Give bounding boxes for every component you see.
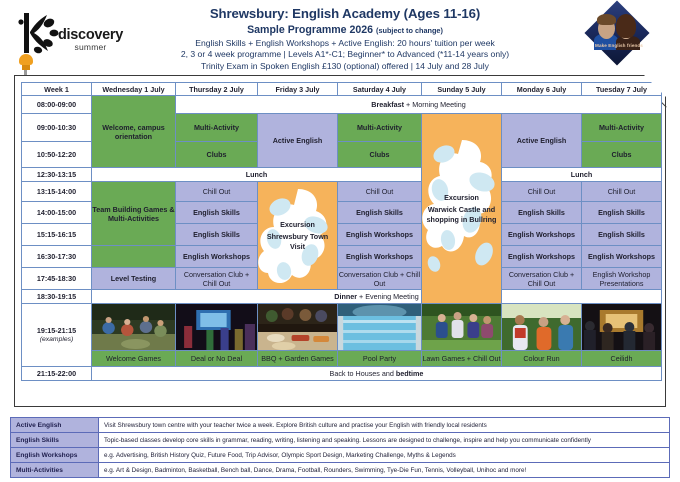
make-english-friends-badge (588, 6, 650, 68)
cell-mon-active-english: Active English (502, 114, 582, 168)
cell-thu-clubs: Clubs (176, 142, 258, 168)
evening-label-6: Colour Run (502, 351, 582, 367)
col-head-fri: Friday 3 July (258, 83, 338, 96)
cell-sat-chill-out: Chill Out (338, 182, 422, 202)
cell-sat-english-skills-1: English Skills (338, 202, 422, 224)
cell-sun-excursion (422, 114, 502, 304)
cell-mon-english-workshops-2: English Workshops (502, 246, 582, 268)
evening-label-3: BBQ + Garden Games (258, 351, 338, 367)
legend-key-english-skills: English Skills (11, 433, 99, 448)
bedtime-pre: Back to Houses and (329, 369, 396, 378)
cell-tue-workshop-presentations: English Workshop Presentations (582, 268, 662, 290)
legend-row (11, 463, 670, 478)
cell-tue-multi-activity: Multi-Activity (582, 114, 662, 142)
cell-bedtime (92, 367, 662, 381)
discovery-burst-icon (14, 10, 60, 56)
time-0800: 08:00-09:00 (22, 96, 92, 114)
cell-breakfast (176, 96, 662, 114)
breakfast-rest: + Morning Meeting (404, 100, 466, 109)
evening-photo-2 (176, 304, 258, 351)
subtitle-text: Sample Programme 2026 (247, 24, 374, 36)
bedtime-label: bedtime (395, 369, 424, 378)
legend-value-english-skills: Topic-based classes develop core skills in grammar, reading, writing, listening and speaking. Lessons are designed to challenge, inspire and help you communicate confidently (99, 433, 670, 448)
photo-colour-run-icon (502, 304, 581, 350)
table-row (22, 96, 662, 114)
time-0900: 09:00-10:30 (22, 114, 92, 142)
evening-label-7: Ceilidh (582, 351, 662, 367)
legend-value-multi-activities: e.g. Art & Design, Badminton, Basketball, Bench ball, Dance, Drama, Football, Rounders, Swimming, Tye-Die Fun, Tennis, Volleyball, Unihoc and more! (99, 463, 670, 478)
evening-label-5: Lawn Games + Chill Out (422, 351, 502, 367)
cell-mon-english-workshops-1: English Workshops (502, 224, 582, 246)
legend-value-active-english: Visit Shrewsbury town centre with your teacher twice a week. Explore British culture and practise your English with friendly local residents (99, 418, 670, 433)
page-title: Shrewsbury: English Academy (Ages 11-16) (209, 6, 481, 21)
time-2115: 21:15-22:00 (22, 367, 92, 381)
table-row (22, 290, 662, 304)
cell-tue-english-skills-2: English Skills (582, 224, 662, 246)
excursion-block-sun (422, 193, 501, 225)
excursion-label-fri: Excursion (280, 219, 315, 229)
legend-value-english-workshops: e.g. Advertising, British History Quiz, Future Food, Trip Advisor, Olympic Sport Design, Marketing Challenge, Myths & Legends (99, 448, 670, 463)
cell-wed-green-filler (92, 246, 176, 268)
col-head-sun: Sunday 5 July (422, 83, 502, 96)
page-subtitle (130, 23, 560, 38)
time-1230: 12:30-13:15 (22, 168, 92, 182)
time-1630: 16:30-17:30 (22, 246, 92, 268)
header-line-1: English Skills + English Workshops + Active English: 20 hours' tuition per week (195, 38, 495, 48)
cell-fri-excursion (258, 182, 338, 290)
cell-dinner (92, 290, 662, 304)
legend-key-english-workshops: English Workshops (11, 448, 99, 463)
cell-tue-english-skills-1: English Skills (582, 202, 662, 224)
time-1915-note: (examples) (39, 336, 74, 343)
evening-photo-3 (258, 304, 338, 351)
dinner-rest: + Evening Meeting (357, 292, 419, 301)
photo-deal-or-no-deal-icon (176, 304, 257, 350)
cell-welcome-orientation: Welcome, campus orientation (92, 96, 176, 168)
table-row (22, 246, 662, 268)
cell-thu-multi-activity: Multi-Activity (176, 114, 258, 142)
cell-sat-conversation-club: Conversation Club + Chill Out (338, 269, 421, 288)
legend-row (11, 418, 670, 433)
cell-thu-english-workshops: English Workshops (176, 246, 258, 268)
legend-key-multi-activities: Multi-Activities (11, 463, 99, 478)
header-line-2: 2, 3 or 4 week programme | Levels A1*-C1; Beginner* to Advanced (*11-14 years only) (180, 49, 510, 60)
table-row (22, 268, 662, 290)
evening-label-1: Welcome Games (92, 351, 176, 367)
cell-lunch-left (92, 168, 422, 182)
col-head-tue: Tuesday 7 July (582, 83, 662, 96)
legend (10, 417, 670, 478)
excursion-label-sun: Excursion (444, 192, 479, 202)
photo-bbq-garden-games-icon (258, 304, 337, 350)
timetable-sheet (14, 75, 666, 407)
lunch-label-left: Lunch (245, 170, 268, 179)
table-row-evening-labels (22, 351, 662, 367)
logo-word-discovery: discovery (58, 27, 124, 43)
timetable (21, 82, 662, 381)
col-head-thu: Thursday 2 July (176, 83, 258, 96)
cell-sat-multi-activity: Multi-Activity (338, 114, 422, 142)
cell-sat-english-workshops-1: English Workshops (338, 224, 422, 246)
evening-photo-7 (582, 304, 662, 351)
photo-lawn-games-chill-out-icon (422, 304, 501, 350)
logo-word-summer: summer (74, 42, 107, 52)
legend-key-active-english: Active English (11, 418, 99, 433)
col-head-mon: Monday 6 July (502, 83, 582, 96)
cell-team-building: Team Building Games & Multi-Activities (92, 182, 176, 246)
cell-sat-clubs: Clubs (338, 142, 422, 168)
cell-thu-english-skills-1: English Skills (176, 202, 258, 224)
time-1515: 15:15-16:15 (22, 224, 92, 246)
breakfast-label: Breakfast (371, 100, 405, 109)
cell-wed-level-testing: Level Testing (92, 268, 176, 290)
table-row (22, 168, 662, 182)
dinner-label: Dinner (334, 292, 358, 301)
cell-mon-english-skills-1: English Skills (502, 202, 582, 224)
lunch-label-right: Lunch (570, 170, 593, 179)
cell-thu-english-skills-2: English Skills (176, 224, 258, 246)
photo-welcome-games-icon (92, 304, 175, 350)
legend-row (11, 448, 670, 463)
evening-label-2: Deal or No Deal (176, 351, 258, 367)
photo-ceilidh-icon (582, 304, 661, 350)
page-header (0, 0, 680, 80)
cell-sat-english-workshops-2: English Workshops (338, 246, 422, 268)
subtitle-note: (subject to change) (376, 26, 443, 35)
cell-tue-chill-out: Chill Out (582, 182, 662, 202)
header-line-3: Trinity Exam in Spoken English £130 (optional) offered | 14 July and 28 July (201, 60, 489, 71)
badge-caption: Make English friends (595, 43, 643, 48)
cell-thu-chill-out: Chill Out (176, 182, 258, 202)
time-1915-label: 19:15-21:15 (36, 326, 77, 335)
legend-table (10, 417, 670, 478)
col-head-wed: Wednesday 1 July (92, 83, 176, 96)
time-1050: 10:50-12:20 (22, 142, 92, 168)
legend-row (11, 433, 670, 448)
time-1830: 18:30-19:15 (22, 290, 92, 304)
title-block (130, 6, 560, 72)
evening-photo-4 (338, 304, 422, 351)
timetable-header-row (22, 83, 662, 96)
table-row (22, 182, 662, 202)
evening-photo-5 (422, 304, 502, 351)
photo-pool-party-icon (338, 304, 421, 350)
excursion-detail-sun: Warwick Castle and shopping in Bullring (426, 205, 497, 224)
time-1915 (22, 304, 92, 367)
col-head-sat: Saturday 4 July (338, 83, 422, 96)
cell-tue-english-workshops: English Workshops (582, 246, 662, 268)
cell-tue-clubs: Clubs (582, 142, 662, 168)
cell-lunch-right (502, 168, 662, 182)
cell-mon-chill-out: Chill Out (502, 182, 582, 202)
time-1315: 13:15-14:00 (22, 182, 92, 202)
excursion-block-fri (258, 220, 337, 252)
excursion-detail-fri: Shrewsbury Town Visit (266, 232, 329, 251)
evening-photo-6 (502, 304, 582, 351)
time-1745: 17:45-18:30 (22, 268, 92, 290)
table-row (22, 367, 662, 381)
col-head-week: Week 1 (22, 83, 92, 96)
cell-fri-active-english: Active English (258, 114, 338, 168)
cell-thu-conversation-club: Conversation Club + Chill Out (176, 268, 258, 290)
table-row-evening-photos (22, 304, 662, 351)
evening-label-4: Pool Party (338, 351, 422, 367)
evening-photo-1 (92, 304, 176, 351)
time-1400: 14:00-15:00 (22, 202, 92, 224)
cell-mon-conversation-club: Conversation Club + Chill Out (502, 268, 582, 290)
